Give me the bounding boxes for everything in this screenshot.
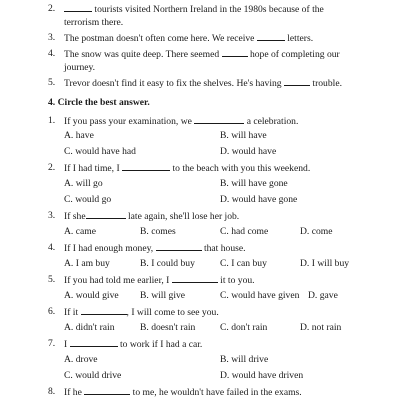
item-text <box>64 2 324 17</box>
option-b[interactable]: B. comes <box>140 226 176 237</box>
option-b[interactable]: B. will have gone <box>220 178 288 189</box>
question-text <box>64 114 298 129</box>
question-number: 5. <box>48 274 56 285</box>
question-post: that house. <box>201 243 246 254</box>
item-pre: Trevor doesn't find it easy to fix the shelves. He's having <box>64 78 284 89</box>
question-post: to me, he wouldn't have failed in the exams. <box>130 387 302 398</box>
answer-blank[interactable] <box>194 114 244 124</box>
question-text <box>64 337 202 352</box>
item-pre: The snow was quite deep. There seemed <box>64 49 222 60</box>
question-pre: If he <box>64 387 85 398</box>
question-number: 8. <box>48 386 56 397</box>
question-text <box>64 273 255 288</box>
option-c[interactable]: C. would have given <box>220 290 300 301</box>
option-d[interactable]: D. gave <box>308 290 338 301</box>
option-a[interactable]: A. would give <box>64 290 119 301</box>
item-continuation: journey. <box>64 62 96 73</box>
answer-blank[interactable] <box>257 31 285 41</box>
question-post: to the beach with you this weekend. <box>170 163 311 174</box>
option-b[interactable]: B. I could buy <box>140 258 195 269</box>
question-post: to work if I had a car. <box>117 339 203 350</box>
item-number: 3. <box>48 32 56 43</box>
question-pre: If I had enough money, <box>64 243 156 254</box>
item-continuation: terrorism there. <box>64 17 124 28</box>
option-b[interactable]: B. doesn't rain <box>140 322 196 333</box>
question-post: it to you. <box>217 275 255 286</box>
answer-blank[interactable] <box>70 337 118 347</box>
option-c[interactable]: C. had come <box>220 226 269 237</box>
option-c[interactable]: C. would have had <box>64 146 136 157</box>
question-text <box>64 305 219 320</box>
question-text <box>64 209 239 224</box>
question-number: 4. <box>48 242 56 253</box>
item-post: trouble. <box>310 78 342 89</box>
question-pre: I <box>64 339 70 350</box>
option-c[interactable]: C. would drive <box>64 370 122 381</box>
option-c[interactable]: C. would go <box>64 194 112 205</box>
option-d[interactable]: D. not rain <box>300 322 342 333</box>
answer-blank[interactable] <box>222 47 248 57</box>
answer-blank[interactable] <box>86 209 126 219</box>
question-number: 1. <box>48 115 56 126</box>
question-number: 2. <box>48 162 56 173</box>
option-d[interactable]: D. I will buy <box>300 258 350 269</box>
item-text <box>64 76 342 91</box>
question-number: 7. <box>48 338 56 349</box>
answer-blank[interactable] <box>156 241 202 251</box>
item-number: 2. <box>48 3 56 14</box>
question-text <box>64 385 302 400</box>
answer-blank[interactable] <box>122 161 170 171</box>
question-pre: If you had told me earlier, I <box>64 275 172 286</box>
question-text <box>64 161 310 176</box>
answer-blank[interactable] <box>284 76 310 86</box>
question-post: late again, she'll lose her job. <box>125 211 240 222</box>
option-d[interactable]: D. would have driven <box>220 370 304 381</box>
option-d[interactable]: D. would have gone <box>220 194 298 205</box>
option-a[interactable]: A. came <box>64 226 96 237</box>
option-b[interactable]: B. will have <box>220 130 267 141</box>
option-d[interactable]: D. would have <box>220 146 277 157</box>
option-a[interactable]: A. I am buy <box>64 258 110 269</box>
option-a[interactable]: A. drove <box>64 354 98 365</box>
item-number: 4. <box>48 48 56 59</box>
question-pre: If it <box>64 307 81 318</box>
question-post: a celebration. <box>244 116 299 127</box>
answer-blank[interactable] <box>172 273 218 283</box>
question-number: 6. <box>48 306 56 317</box>
option-a[interactable]: A. have <box>64 130 94 141</box>
option-d[interactable]: D. come <box>300 226 333 237</box>
item-post: tourists visited Northern Ireland in the 1980s because of the <box>92 4 324 15</box>
question-pre: If I had time, I <box>64 163 123 174</box>
option-c[interactable]: C. don't rain <box>220 322 268 333</box>
question-pre: If she <box>64 211 86 222</box>
item-pre: The postman doesn't often come here. We receive <box>64 33 257 44</box>
answer-blank[interactable] <box>64 2 92 12</box>
item-post: letters. <box>284 33 314 44</box>
option-b[interactable]: B. will give <box>140 290 186 301</box>
option-a[interactable]: A. didn't rain <box>64 322 115 333</box>
question-text <box>64 241 246 256</box>
option-a[interactable]: A. will go <box>64 178 103 189</box>
question-number: 3. <box>48 210 56 221</box>
item-number: 5. <box>48 77 56 88</box>
question-post: , I will come to see you. <box>126 307 219 318</box>
answer-blank[interactable] <box>81 305 127 315</box>
item-post: hope of completing our <box>247 49 340 60</box>
question-pre: If you pass your examination, we <box>64 116 195 127</box>
item-text <box>64 31 313 46</box>
section-heading: 4. Circle the best answer. <box>48 97 150 108</box>
option-c[interactable]: C. I can buy <box>220 258 267 269</box>
answer-blank[interactable] <box>84 385 130 395</box>
item-text <box>64 47 340 62</box>
option-b[interactable]: B. will drive <box>220 354 269 365</box>
